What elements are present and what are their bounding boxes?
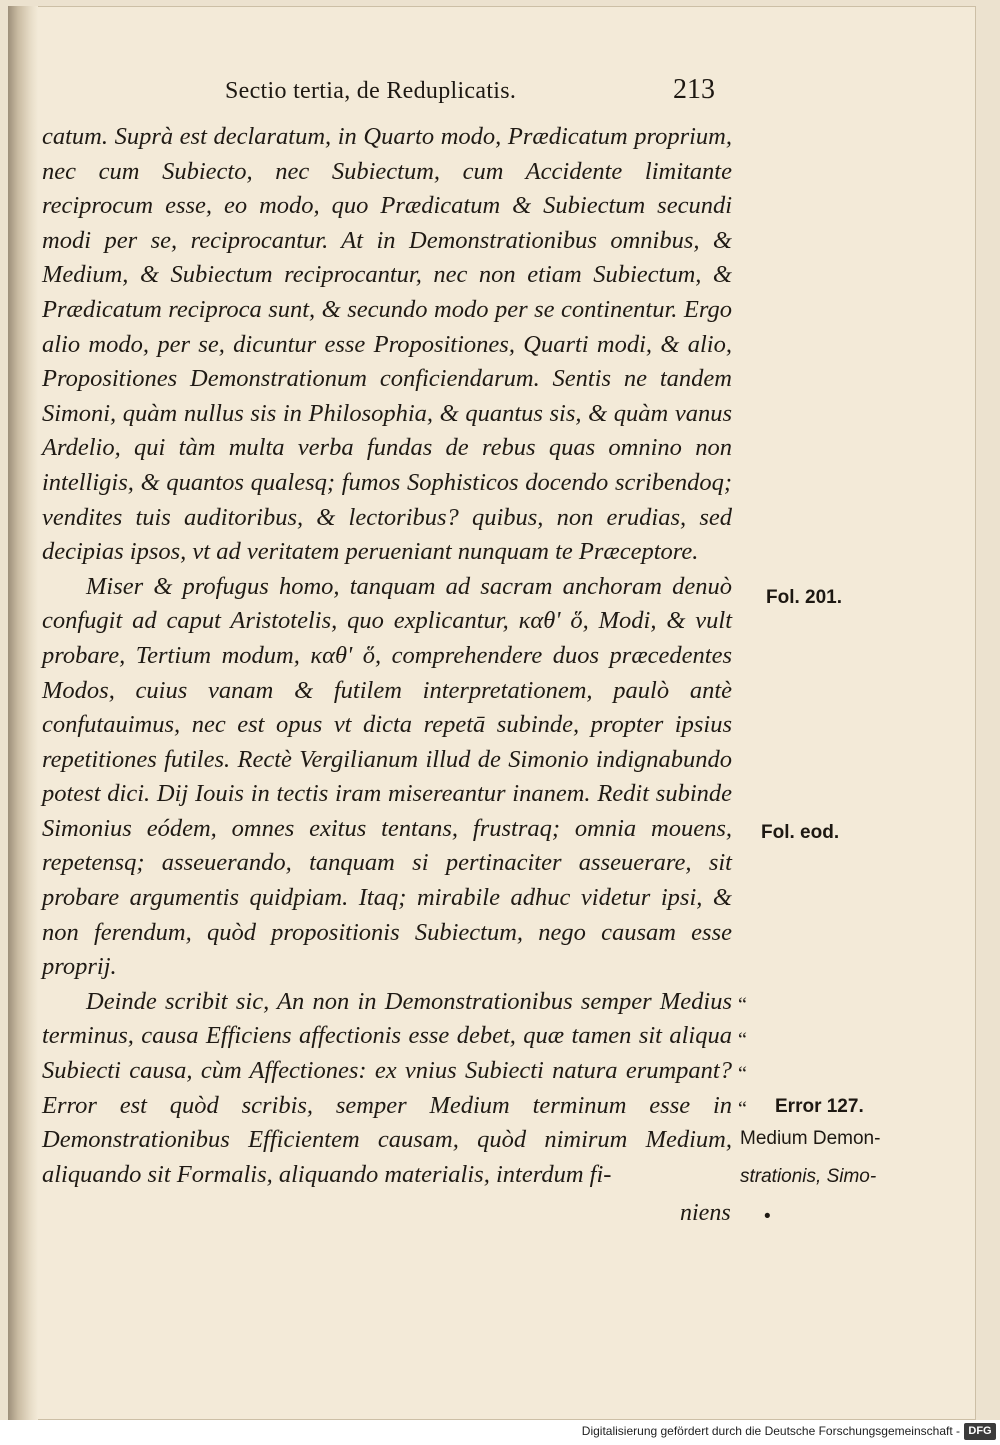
paragraph-1: catum. Suprà est declaratum, in Quarto modo, Prædicatum proprium, nec cum Subiecto, nec Subiectum, cum Accidente limitante reciprocum esse, eo modo, quo Prædicatum & Subiectum secundi modi per se, reciprocantur. At in Demonstrationibus omnibus, & Medium, & Subiectum reciprocantur, nec non etiam Subiectum, & Prædicatum reciproca sunt, & secundo modo per se continentur. Ergo alio modo, per se, dicuntur esse Propositiones, Quarti modi, & alio, Propositiones Demonstrationum conficiendarum. Sentis ne tandem Simoni, quàm nullus sis in Philosophia, & quantus sis, & quàm vanus Ardelio, qui tàm multa verba fundas de rebus quas omnino non intelligis, & quantos qualesq; fumos Sophisticos docendo scribendoq; vendites tuis auditoribus, & lectoribus? quibus, non erudias, sed decipias ipsos, vt ad veritatem perueniant nunquam te Præceptore. xyxy=(42,123,732,566)
footer-bar xyxy=(0,1420,1000,1445)
margin-note-bullet: • xyxy=(764,1206,771,1227)
funding-notice: Digitalisierung gefördert durch die Deutsche Forschungsgemeinschaft - xyxy=(581,1424,960,1438)
quote-mark: “ xyxy=(738,994,747,1016)
dfg-logo: DFG xyxy=(964,1423,996,1440)
running-head: Sectio tertia, de Reduplicatis. xyxy=(225,78,517,104)
catchword: niens xyxy=(680,1200,731,1226)
margin-note-error-127: Error 127. xyxy=(775,1096,864,1117)
paragraph-3: Deinde scribit sic, An non in Demonstrationibus semper Medius terminus, causa Efficiens affectionis esse debet, quæ tamen sit aliqua Subiecti causa, cùm Affectiones: ex vnius Subiecti natura erumpant? Error est quòd scribis, semper Medium terminum esse in Demonstrationibus Efficientem causam, quòd nimirum Medium, aliquando sit Formalis, aliquando materialis, interdum fi- xyxy=(42,987,732,1188)
quote-mark: “ xyxy=(738,1063,747,1086)
paragraph-2: Miser & profugus homo, tanquam ad sacram anchoram denuò confugit ad caput Aristotelis, quo explicantur, καθ' ὅ, Modi, & vult probare, Tertium modum, καθ' ὅ, comprehendere duos præcedentes Modos, cuius vanam & futilem interpretationem, paulò antè confutauimus, nec est opus vt dicta repetā subinde, propter ipsius repetitiones futiles. Rectè Vergilianum illud de Simonio indignabundo potest dici. Dij Iouis in tectis iram misereantur inanem. Redit subinde Simonius eódem, omnes exitus tentans, frustraq; omnia mouens, repetensq; asseuerando, tanquam si pertinaciter asseuerare, sit probare argumentis quidpiam. Itaq; mirabile adhuc videtur ipsi, & non ferendum, quòd propositionis Subiectum, nego causam esse proprij. xyxy=(42,572,732,981)
margin-quote-marks xyxy=(738,988,758,1126)
body-text xyxy=(42,120,732,1192)
quote-mark: “ xyxy=(738,1028,747,1051)
margin-note-strationis: strationis, Simo- xyxy=(740,1166,877,1187)
page-gutter xyxy=(8,6,38,1420)
margin-note-medium-demon: Medium Demon- xyxy=(740,1128,881,1149)
quote-mark: “ xyxy=(738,1097,747,1120)
margin-note-fol-eod: Fol. eod. xyxy=(761,822,840,843)
page-number: 213 xyxy=(673,74,715,105)
margin-note-fol-201: Fol. 201. xyxy=(766,587,843,608)
